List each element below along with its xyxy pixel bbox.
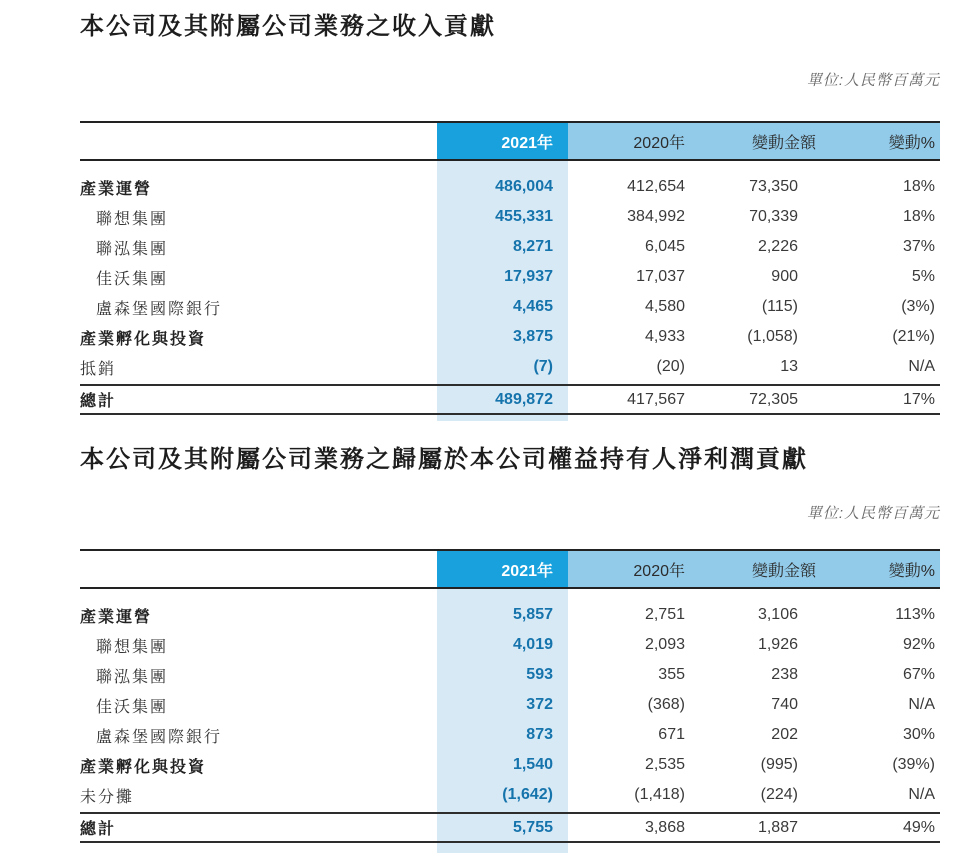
cell-2021: (1,642) xyxy=(502,786,553,803)
total-row xyxy=(80,812,940,843)
cell-change-percent: (21%) xyxy=(892,328,935,345)
row-label: 盧森堡國際銀行 xyxy=(96,728,223,746)
table-header xyxy=(80,549,940,589)
cell-change-percent: 18% xyxy=(902,178,935,195)
total-cell-2020: 417,567 xyxy=(627,390,685,408)
row-label: 聯泓集團 xyxy=(96,240,169,258)
cell-2021: 455,331 xyxy=(495,208,553,225)
table-row xyxy=(80,232,940,262)
cell-2021: 372 xyxy=(526,696,553,713)
table-body xyxy=(80,589,940,812)
col-header-2021: 2021年 xyxy=(437,551,568,587)
cell-2020: 2,093 xyxy=(644,636,685,653)
total-cell-change-amount: 72,305 xyxy=(749,390,798,408)
cell-2021: 4,019 xyxy=(512,636,553,653)
cell-change-amount: (1,058) xyxy=(747,328,798,345)
col-header-blank xyxy=(80,123,437,159)
cell-change-percent: N/A xyxy=(908,696,935,713)
cell-2021: 5,857 xyxy=(512,606,553,623)
table-row xyxy=(80,780,940,810)
table-row xyxy=(80,750,940,780)
cell-change-percent: (3%) xyxy=(901,298,935,315)
cell-2021: 873 xyxy=(526,726,553,743)
cell-2020: 671 xyxy=(658,726,685,743)
cell-2020: 412,654 xyxy=(627,178,685,195)
cell-2020: 355 xyxy=(658,666,685,683)
table-row xyxy=(80,660,940,690)
table-row xyxy=(80,720,940,750)
col-header-change-percent: 變動% xyxy=(820,123,940,159)
total-row-label: 總計 xyxy=(80,393,117,410)
row-label: 產業運營 xyxy=(80,180,153,198)
cell-2020: 4,933 xyxy=(644,328,685,345)
cell-2020: 4,580 xyxy=(644,298,685,315)
row-label: 佳沃集團 xyxy=(96,698,169,716)
table-row xyxy=(80,630,940,660)
cell-2020: (20) xyxy=(656,358,685,375)
cell-change-amount: 900 xyxy=(771,268,798,285)
total-cell-2020: 3,868 xyxy=(644,818,685,836)
col-header-change-percent: 變動% xyxy=(820,551,940,587)
total-row xyxy=(80,384,940,415)
row-label: 聯想集團 xyxy=(96,210,169,228)
col-header-2021: 2021年 xyxy=(437,123,568,159)
cell-change-amount: 70,339 xyxy=(749,208,798,225)
cell-2021: 593 xyxy=(526,666,553,683)
row-label: 聯想集團 xyxy=(96,638,169,656)
total-row-label: 總計 xyxy=(80,821,117,838)
total-cell-2021: 489,872 xyxy=(495,390,553,408)
cell-2021: 486,004 xyxy=(495,178,553,195)
table-row xyxy=(80,690,940,720)
cell-change-amount: (995) xyxy=(760,756,798,773)
cell-2020: (368) xyxy=(647,696,685,713)
cell-change-amount: 13 xyxy=(780,358,798,375)
cell-change-amount: 1,926 xyxy=(757,636,798,653)
cell-change-amount: 3,106 xyxy=(757,606,798,623)
table-row xyxy=(80,262,940,292)
row-label: 抵銷 xyxy=(80,360,117,378)
row-label: 產業孵化與投資 xyxy=(80,330,207,348)
cell-2021: (7) xyxy=(533,358,553,375)
row-label: 盧森堡國際銀行 xyxy=(96,300,223,318)
cell-change-percent: (39%) xyxy=(892,756,935,773)
table-row xyxy=(80,202,940,232)
total-cell-change-amount: 1,887 xyxy=(757,818,798,836)
cell-change-percent: 5% xyxy=(911,268,935,285)
cell-change-amount: (224) xyxy=(760,786,798,803)
cell-change-amount: 73,350 xyxy=(749,178,798,195)
row-label: 產業運營 xyxy=(80,608,153,626)
table-row xyxy=(80,292,940,322)
cell-2021: 1,540 xyxy=(512,756,553,773)
total-cell-2021: 5,755 xyxy=(512,818,553,836)
table-header xyxy=(80,121,940,161)
total-cell-change-percent: 17% xyxy=(902,390,935,408)
revenue-section xyxy=(80,12,940,415)
revenue-table xyxy=(80,121,940,415)
cell-change-percent: 113% xyxy=(895,606,935,623)
row-label: 未分攤 xyxy=(80,788,135,806)
cell-2021: 3,875 xyxy=(512,328,553,345)
table-row xyxy=(80,600,940,630)
table-row xyxy=(80,172,940,202)
section-title: 本公司及其附屬公司業務之收入貢獻 xyxy=(80,13,496,40)
row-label: 佳沃集團 xyxy=(96,270,169,288)
cell-change-amount: 202 xyxy=(771,726,798,743)
col-header-2020: 2020年 xyxy=(568,123,697,159)
cell-change-amount: (115) xyxy=(761,298,798,315)
net-profit-table xyxy=(80,549,940,843)
row-label: 聯泓集團 xyxy=(96,668,169,686)
cell-change-amount: 2,226 xyxy=(757,238,798,255)
cell-change-percent: 67% xyxy=(902,666,935,683)
total-cell-change-percent: 49% xyxy=(902,818,935,836)
cell-2020: (1,418) xyxy=(634,786,685,803)
col-header-change-amount: 變動金額 xyxy=(697,551,820,587)
cell-change-percent: 18% xyxy=(902,208,935,225)
cell-2020: 17,037 xyxy=(636,268,685,285)
net-profit-section xyxy=(80,445,940,843)
col-header-change-amount: 變動金額 xyxy=(697,123,820,159)
table-row xyxy=(80,322,940,352)
unit-label: 單位:人民幣百萬元 xyxy=(806,505,940,522)
cell-change-percent: 30% xyxy=(902,726,935,743)
row-label: 產業孵化與投資 xyxy=(80,758,207,776)
cell-change-percent: N/A xyxy=(908,358,935,375)
cell-2021: 17,937 xyxy=(504,268,553,285)
cell-change-percent: 92% xyxy=(902,636,935,653)
unit-label: 單位:人民幣百萬元 xyxy=(806,72,940,89)
cell-change-percent: N/A xyxy=(908,786,935,803)
cell-2020: 6,045 xyxy=(644,238,685,255)
cell-2020: 2,535 xyxy=(644,756,685,773)
section-title: 本公司及其附屬公司業務之歸屬於本公司權益持有人淨利潤貢獻 xyxy=(80,446,808,473)
cell-change-percent: 37% xyxy=(902,238,935,255)
col-header-2020: 2020年 xyxy=(568,551,697,587)
cell-2021: 8,271 xyxy=(512,238,553,255)
cell-2021: 4,465 xyxy=(512,298,553,315)
cell-change-amount: 740 xyxy=(771,696,798,713)
table-body xyxy=(80,161,940,384)
cell-change-amount: 238 xyxy=(771,666,798,683)
col-header-blank xyxy=(80,551,437,587)
cell-2020: 2,751 xyxy=(644,606,685,623)
table-row xyxy=(80,352,940,382)
cell-2020: 384,992 xyxy=(627,208,685,225)
